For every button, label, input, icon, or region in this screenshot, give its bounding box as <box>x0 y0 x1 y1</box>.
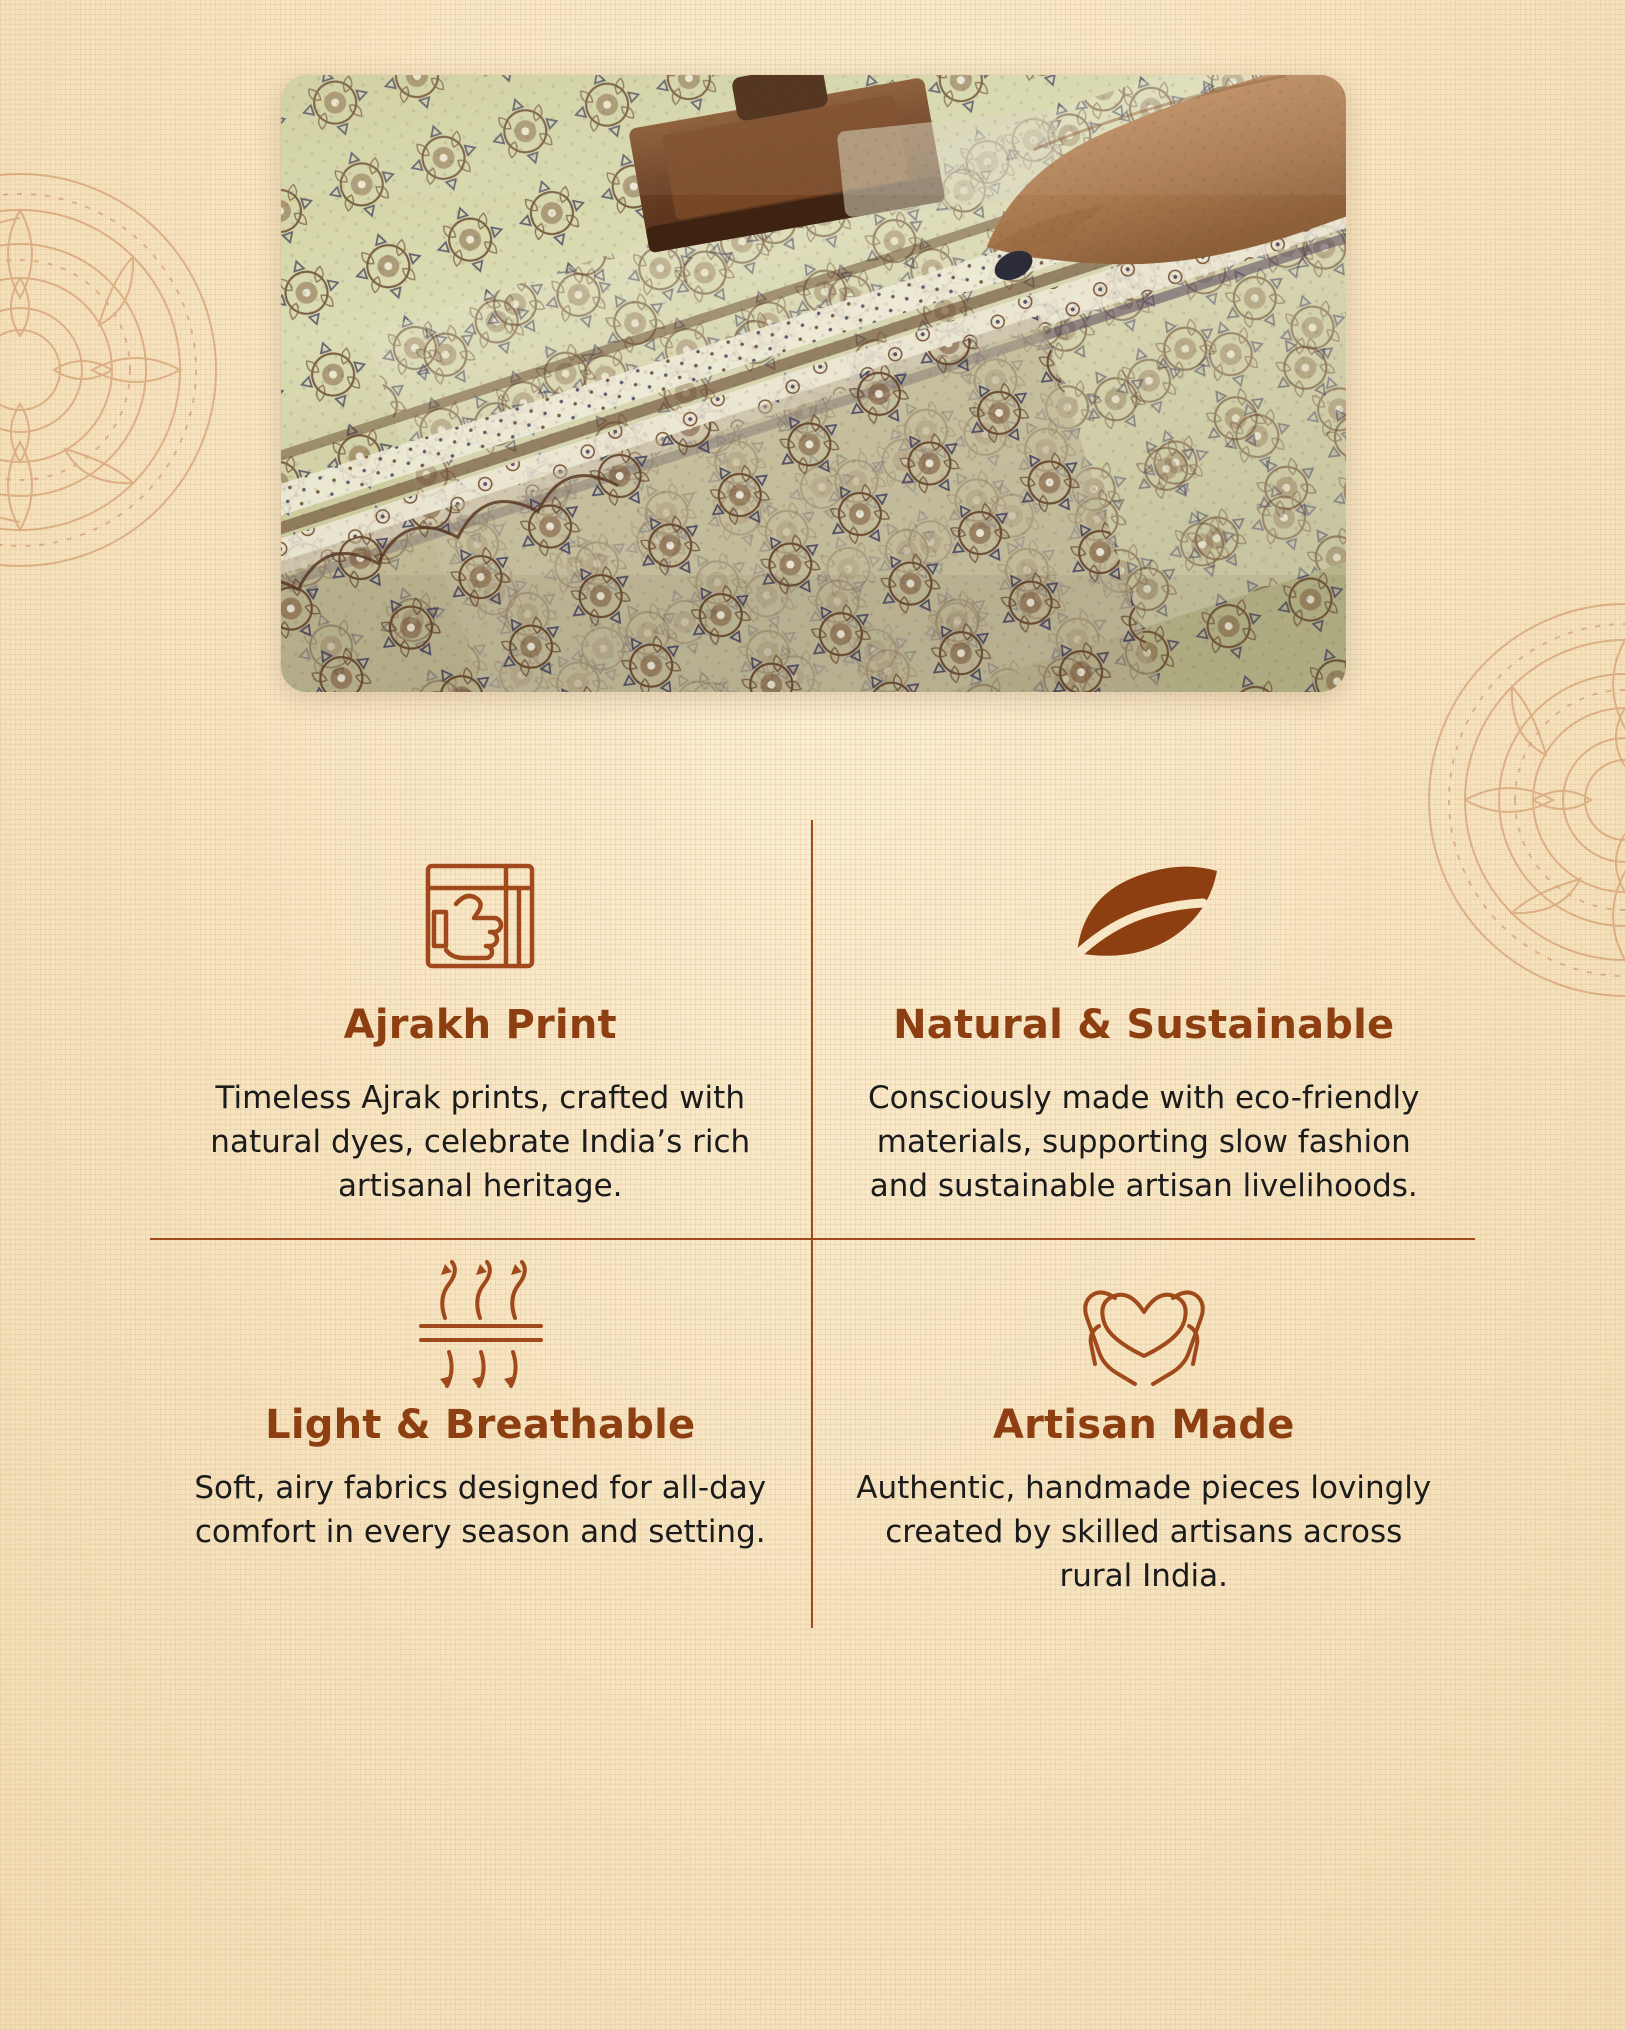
feature-card-light-breathable <box>150 1240 813 1628</box>
feature-description: Consciously made with eco-friendly materials, supporting slow fashion and sustainable artisan livelihoods. <box>867 1080 1420 1205</box>
breathable-airflow-icon <box>190 1256 771 1396</box>
hero-image-card <box>281 75 1346 692</box>
feature-card-artisan-made <box>813 1240 1476 1628</box>
feature-card-ajrakh-print <box>150 820 813 1240</box>
feature-description: Soft, airy fabrics designed for all-day comfort in every season and setting. <box>194 1470 767 1551</box>
ajrakh-block-printing-photo <box>281 75 1346 692</box>
leaf-icon <box>853 836 1436 996</box>
hands-holding-heart-icon <box>853 1256 1436 1396</box>
feature-grid <box>150 820 1475 1628</box>
hero-image-frame <box>281 75 1346 692</box>
feature-description: Authentic, handmade pieces lovingly created by skilled artisans across rural India. <box>856 1470 1432 1595</box>
block-print-stamp-icon <box>190 836 771 996</box>
feature-title: Ajrakh Print <box>343 1002 617 1048</box>
feature-description: Timeless Ajrak prints, crafted with natural dyes, celebrate India’s rich artisanal heritage. <box>210 1080 751 1205</box>
feature-title: Natural & Sustainable <box>893 1002 1395 1048</box>
feature-title: Light & Breathable <box>265 1402 696 1449</box>
feature-title: Artisan Made <box>992 1402 1295 1449</box>
feature-card-natural-sustainable <box>813 820 1476 1240</box>
